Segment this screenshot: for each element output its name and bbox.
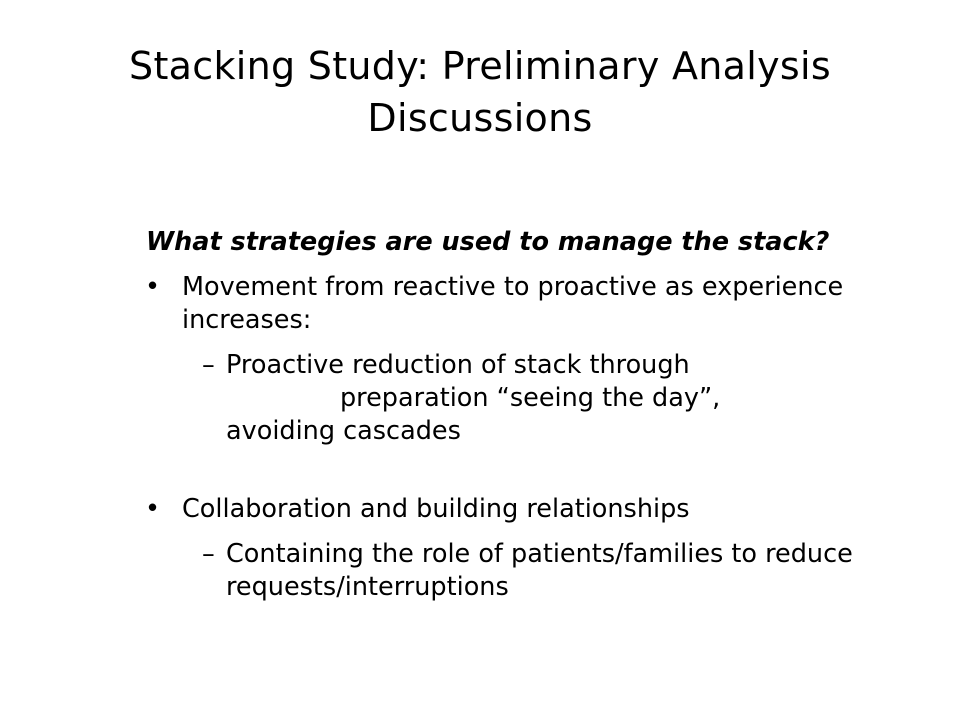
sub-bullet-text-line-1: Containing the role of patients/families to reduce requests/interruptions: [226, 539, 853, 602]
bullet-item: [146, 493, 926, 526]
sub-bullet-text-line-1: Proactive reduction of stack through: [226, 350, 690, 380]
bullet-marker: •: [145, 494, 161, 524]
title-line-2: Discussions: [367, 96, 593, 140]
bullet-item: [146, 271, 926, 337]
bullet-text: Movement from reactive to proactive as experience increases:: [182, 272, 844, 335]
sub-bullet-marker: –: [202, 350, 215, 380]
sub-bullet-item: [146, 538, 926, 604]
spacer: [146, 460, 926, 493]
sub-bullet-text-line-2: preparation “seeing the day”,: [340, 383, 721, 413]
sub-bullet-item: [146, 349, 926, 448]
sub-bullet-marker: –: [202, 539, 215, 569]
slide-title: [40, 40, 920, 144]
bullet-text: Collaboration and building relationships: [182, 494, 690, 524]
slide-body: [146, 226, 926, 616]
question-heading: What strategies are used to manage the stack?: [146, 227, 830, 257]
bullet-marker: •: [145, 272, 161, 302]
title-line-1: Stacking Study: Preliminary Analysis: [129, 44, 831, 88]
sub-bullet-text-line-3: avoiding cascades: [226, 416, 461, 446]
